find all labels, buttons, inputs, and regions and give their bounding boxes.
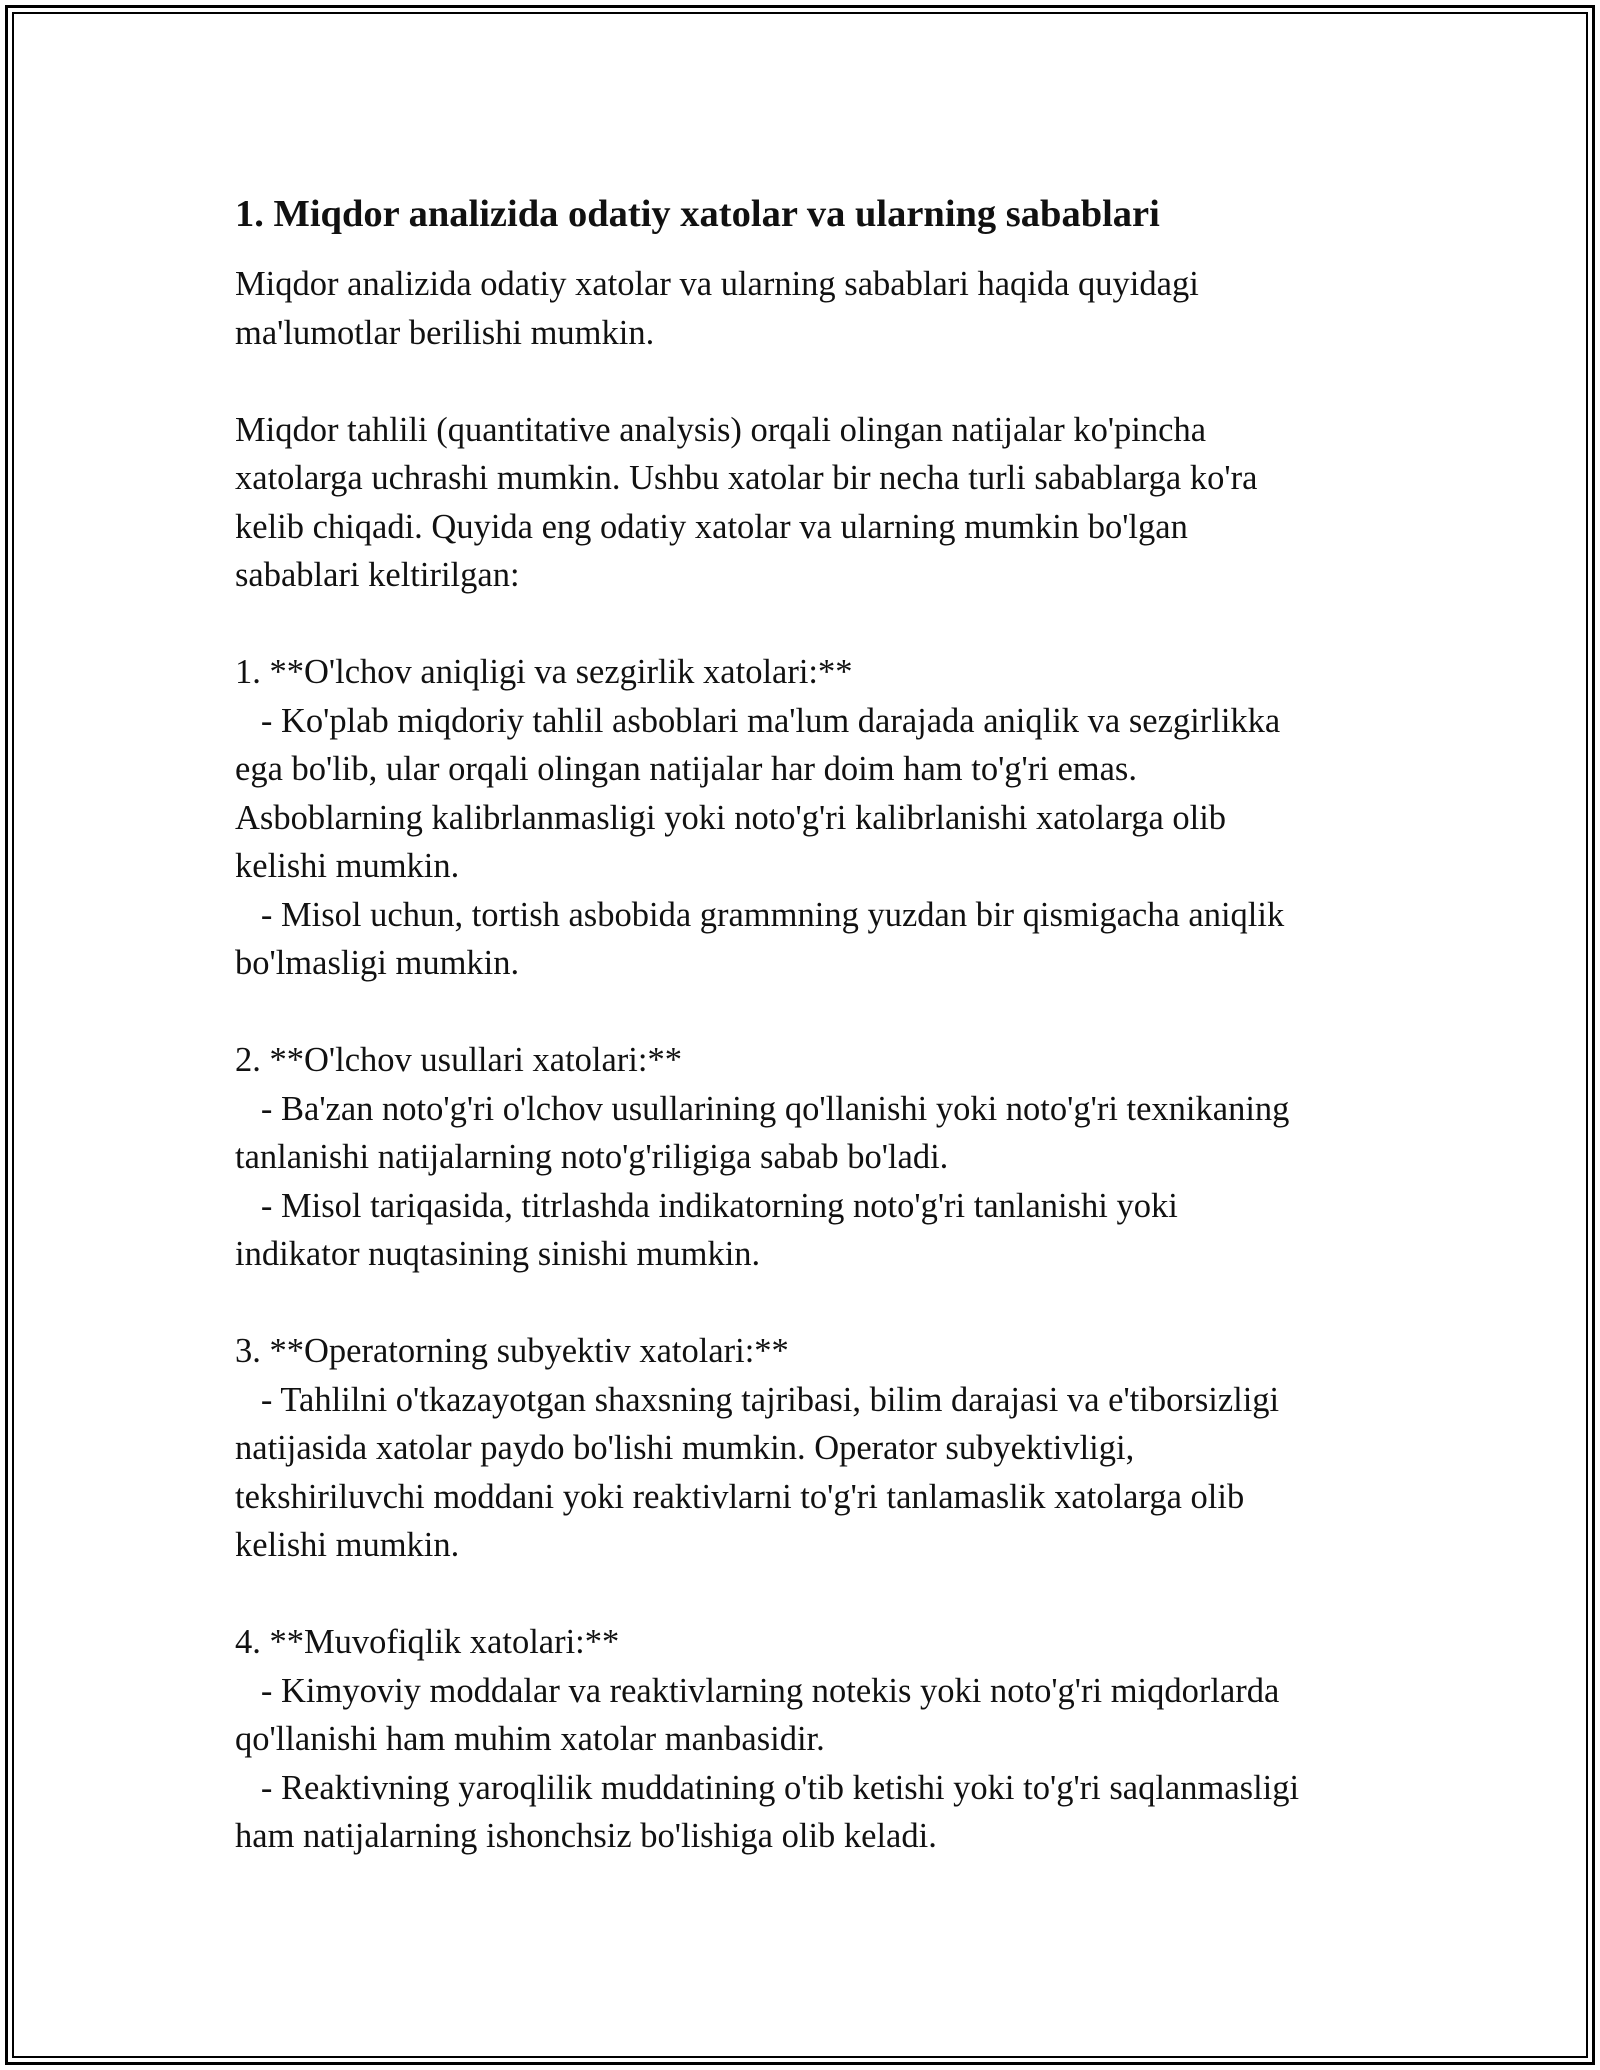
- text-line: tekshiriluvchi moddani yoki reaktivlarni to'g'ri tanlamaslik xatolarga olib: [235, 1477, 1245, 1516]
- text-line: Asboblarning kalibrlanmasligi yoki noto'g'ri kalibrlanishi xatolarga olib: [235, 798, 1227, 837]
- text-line: - Reaktivning yaroqlilik muddatining o'tib ketishi yoki to'g'ri saqlanmasligi: [235, 1768, 1300, 1807]
- text-line: kelib chiqadi. Quyida eng odatiy xatolar va ularning mumkin bo'lgan: [235, 507, 1188, 546]
- text-line: - Misol uchun, tortish asbobida grammning yuzdan bir qismigacha aniqlik: [235, 895, 1285, 934]
- text-line: - Kimyoviy moddalar va reaktivlarning notekis yoki noto'g'ri miqdorlarda: [235, 1671, 1280, 1710]
- text-line: sabablari keltirilgan:: [235, 556, 520, 594]
- text-line: Miqdor analizida odatiy xatolar va ularning sabablari haqida quyidagi: [235, 265, 1199, 303]
- text-line: kelishi mumkin.: [235, 1526, 460, 1564]
- list-section-3: [235, 1327, 1385, 1570]
- section-heading: 3. **Operatorning subyektiv xatolari:**: [235, 1332, 789, 1370]
- list-section-4: [235, 1618, 1385, 1861]
- text-line: - Tahlilni o'tkazayotgan shaxsning tajribasi, bilim darajasi va e'tiborsizligi: [235, 1380, 1280, 1419]
- text-line: - Ba'zan noto'g'ri o'lchov usullarining qo'llanishi yoki noto'g'ri texnikaning: [235, 1089, 1290, 1128]
- text-line: xatolarga uchrashi mumkin. Ushbu xatolar bir necha turli sabablarga ko'ra: [235, 459, 1258, 497]
- text-line: ega bo'lib, ular orqali olingan natijalar har doim ham to'g'ri emas.: [235, 750, 1137, 788]
- text-line: Miqdor tahlili (quantitative analysis) orqali olingan natijalar ko'pincha: [235, 410, 1207, 449]
- section-heading: 1. **O'lchov aniqligi va sezgirlik xatolari:**: [235, 653, 853, 691]
- section-heading: 2. **O'lchov usullari xatolari:**: [235, 1041, 682, 1079]
- paragraph-intro: [235, 260, 1385, 357]
- paragraph-overview: [235, 406, 1385, 600]
- text-line: kelishi mumkin.: [235, 847, 460, 885]
- text-line: ham natijalarning ishonchsiz bo'lishiga olib keladi.: [235, 1817, 937, 1855]
- list-section-2: [235, 1036, 1385, 1279]
- text-line: qo'llanishi ham muhim xatolar manbasidir.: [235, 1720, 825, 1758]
- text-line: - Ko'plab miqdoriy tahlil asboblari ma'lum darajada aniqlik va sezgirlikka: [235, 701, 1281, 740]
- document-body: [235, 188, 1385, 1861]
- list-section-1: [235, 648, 1385, 988]
- text-line: natijasida xatolar paydo bo'lishi mumkin. Operator subyektivligi,: [235, 1429, 1135, 1467]
- section-heading: 4. **Muvofiqlik xatolari:**: [235, 1623, 620, 1661]
- text-line: tanlanishi natijalarning noto'g'riligiga sabab bo'ladi.: [235, 1138, 949, 1176]
- text-line: ma'lumotlar berilishi mumkin.: [235, 313, 655, 352]
- text-line: bo'lmasligi mumkin.: [235, 944, 520, 982]
- text-line: indikator nuqtasining sinishi mumkin.: [235, 1235, 761, 1273]
- text-line: - Misol tariqasida, titrlashda indikatorning noto'g'ri tanlanishi yoki: [235, 1186, 1178, 1225]
- document-title: 1. Miqdor analizida odatiy xatolar va ularning sabablari: [235, 193, 1160, 235]
